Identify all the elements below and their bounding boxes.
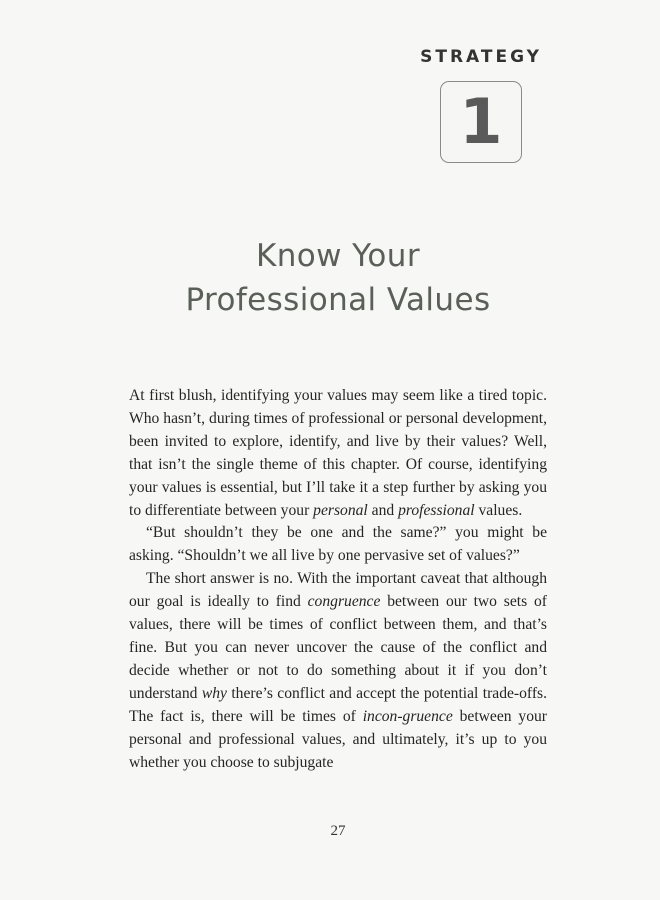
paragraph-3-emphasis-congruence: congruence <box>307 593 381 611</box>
paragraph-3-emphasis-incongruence: incon-gruence <box>362 707 453 725</box>
paragraph-3 <box>129 568 547 774</box>
strategy-label: STRATEGY <box>420 47 542 67</box>
paragraph-1-text-c: values. <box>474 501 523 519</box>
strategy-number-box <box>440 81 522 163</box>
paragraph-3-text-b: between our two sets of values, there will be times of conflict between them, and that’s fine. But you can never uncover the cause of the conflict and decide whether or not to do something about it if you don’t understand <box>129 593 547 702</box>
paragraph-3-emphasis-why: why <box>201 684 227 702</box>
body-text <box>129 385 547 774</box>
paragraph-2: “But shouldn’t they be one and the same?” you might be asking. “Shouldn’t we all live by one pervasive set of values?” <box>129 524 547 565</box>
paragraph-3-text-d: between your personal and professional values, and ultimately, it’s up to you whether you choose to subjugate <box>129 707 547 771</box>
paragraph-3-text-c: there’s conflict and accept the potential trade-offs. The fact is, there will be times of <box>129 684 547 725</box>
paragraph-1 <box>129 385 547 522</box>
chapter-title-line-1: Know Your <box>256 238 420 274</box>
paragraph-1-emphasis-personal: personal <box>313 501 368 519</box>
strategy-number: 1 <box>459 85 503 158</box>
paragraph-3-text-a: The short answer is no. With the important caveat that although our goal is ideally to find <box>129 570 547 611</box>
paragraph-1-emphasis-professional: professional <box>398 501 475 519</box>
paragraph-1-text-b: and <box>367 501 399 519</box>
chapter-title-line-2: Professional Values <box>185 282 491 318</box>
paragraph-1-text-a: At first blush, identifying your values may seem like a tired topic. Who hasn’t, during times of professional or personal development, been invited to explore, identify, and live by their values? Well, that isn’t the single theme of this chapter. Of course, identifying your values is essential, but I’ll take it a step further by asking you to differentiate between your <box>129 387 547 519</box>
chapter-title <box>0 234 660 322</box>
page-number: 27 <box>330 823 346 839</box>
